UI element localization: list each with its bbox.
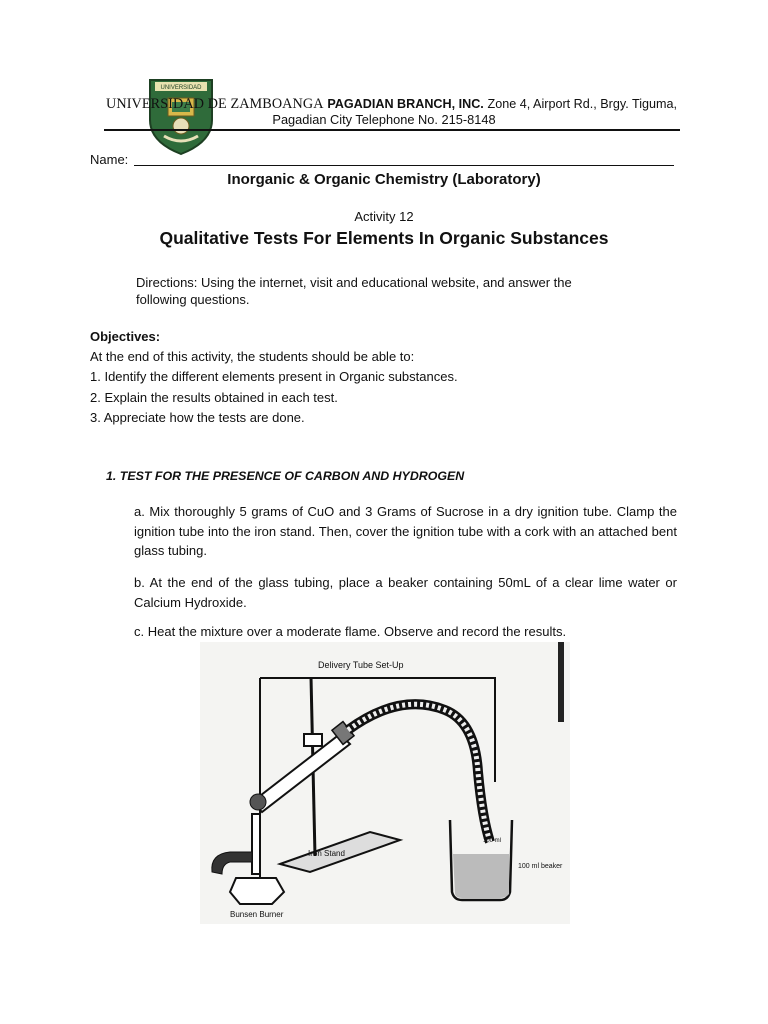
university-name: UNIVERSIDAD DE ZAMBOANGA [106,96,324,112]
burner-label: Bunsen Burner [230,910,284,919]
branch-name: PAGADIAN BRANCH, INC. [327,97,484,111]
section-heading: 1. TEST FOR THE PRESENCE OF CARBON AND HYDROGEN [106,469,465,483]
diagram-title: Delivery Tube Set-Up [318,660,404,670]
apparatus-diagram [200,642,570,924]
course-title: Inorganic & Organic Chemistry (Laboratory) [227,171,541,188]
burner-base [230,878,284,904]
page-title: Qualitative Tests For Elements In Organic Substances [159,228,609,248]
objectives-intro: At the end of this activity, the students should be able to: [90,349,415,364]
step-b: b. At the end of the glass tubing, place a beaker containing 50mL of a clear lime water or Calcium Hydroxide. [134,575,677,610]
objective-item: 3. Appreciate how the tests are done. [90,410,305,425]
city-phone-line [0,112,768,127]
objectives-list [90,369,458,431]
tube-contents [250,794,266,810]
address: Zone 4, Airport Rd., Brgy. Tiguma, [487,97,677,111]
objectives-heading: Objectives: [90,329,161,344]
objective-item: 1. Identify the different elements present in Organic substances. [90,369,458,384]
activity-number: Activity 12 [354,209,414,224]
burner-tube [252,814,260,874]
university-header [106,96,686,113]
name-label: Name: [90,152,129,167]
step-a: a. Mix thoroughly 5 grams of CuO and 3 Grams of Sucrose in a dry ignition tube. Clamp the ignition tube into the iron stand. Then, cover the ignition tube with a cork with an attached bent glass tubing. [134,504,677,558]
directions: Directions: Using the internet, visit and educational website, and answer the following questions. [136,275,572,307]
header-divider [104,129,680,131]
logo-text: UNIVERSIDAD [160,85,202,91]
clamp [304,734,322,746]
volume-mark: 100 ml [483,838,502,844]
iron-stand-label: Iron Stand [308,849,345,858]
name-field[interactable] [134,165,674,166]
lime-water [453,854,509,898]
objective-item: 2. Explain the results obtained in each test. [90,389,338,405]
city-phone: Pagadian City Telephone No. 215-8148 [272,112,496,127]
step-c: c. Heat the mixture over a moderate flame. Observe and record the results. [134,624,567,639]
beaker-label: 100 ml beaker [518,863,563,870]
